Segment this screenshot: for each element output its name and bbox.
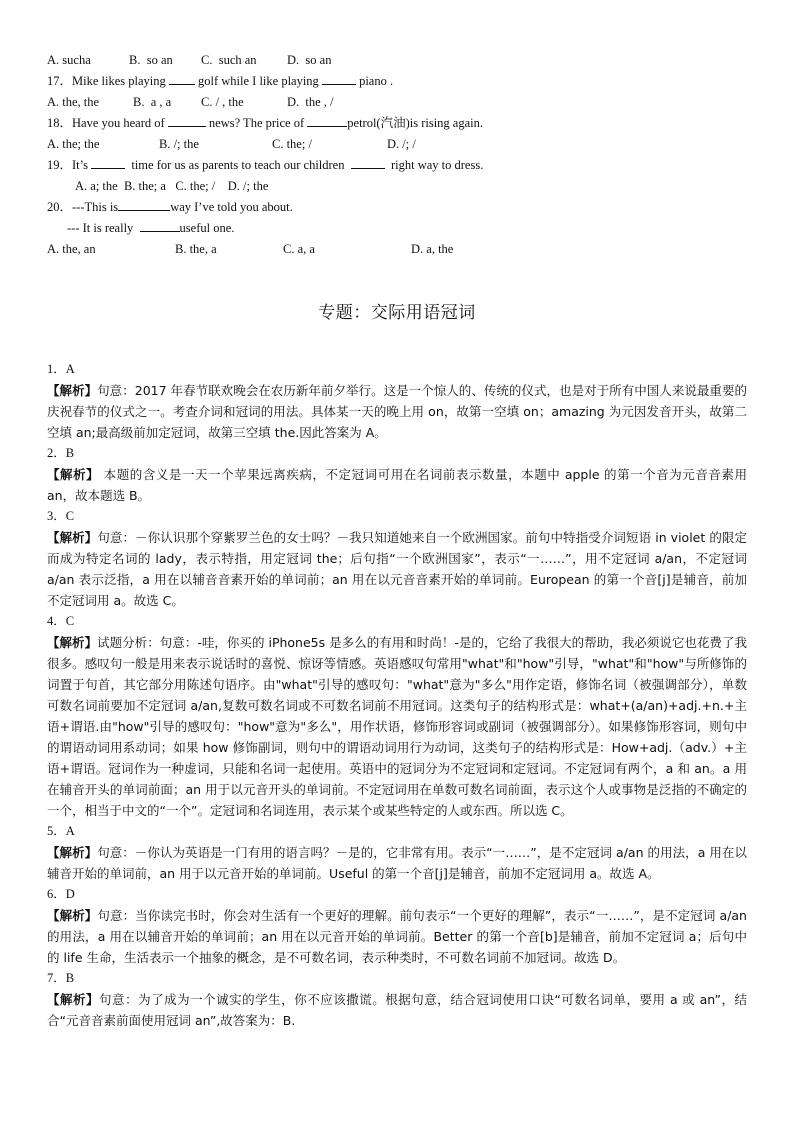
answer-blank: [168, 114, 206, 127]
q16-options: [47, 50, 747, 71]
answer-blank: [322, 72, 356, 85]
q17-options: [47, 92, 747, 113]
answer-blank: [140, 219, 180, 232]
q18-text-2: news? The price of: [205, 116, 308, 130]
option-b: B. /; the: [159, 137, 199, 151]
option-c: C. the; /: [272, 137, 312, 151]
option-c: C. / , the: [201, 95, 244, 109]
option-d: D. a, the: [411, 242, 454, 256]
analysis-tag: 【解析】: [47, 383, 98, 398]
question-20-line-1: [47, 197, 747, 218]
q20-text-4: useful one.: [179, 221, 235, 235]
answer-number: 7．B: [47, 971, 75, 985]
analysis-tag: 【解析】: [47, 467, 100, 482]
analysis-tag: 【解析】: [47, 908, 98, 923]
option-c: C. a, a: [283, 242, 315, 256]
option-c: C. such an: [201, 53, 257, 67]
document-page: [47, 50, 747, 1031]
q17-text-3: piano .: [355, 74, 394, 88]
option-b: B. a , a: [133, 95, 172, 109]
question-19: [47, 155, 747, 176]
option-a: A. the, an: [47, 242, 96, 256]
answer-blank: [351, 156, 385, 169]
q20-text-2: way I’ve told you about.: [170, 200, 293, 214]
q20-options: [47, 239, 747, 260]
explanation-text: 句意：－你认为英语是一门有用的语言吗？－是的，它非常有用。表示“一……”，是不定冠词 a/an 的用法，a 用在以辅音开始的单词前，an 用于以元音开始的单词前。Useful 的第一个音[j]是辅音，前加不定冠词用 a。故选 A。: [47, 845, 747, 881]
question-17: [47, 71, 747, 92]
explanation-text: 句意：为了成为一个诚实的学生，你不应该撒谎。根据句意，结合冠词使用口诀“可数名词单，要用 a 或 an”，结合“元音音素前面使用冠词 an”,故答案为：B.: [47, 992, 747, 1028]
answer-explanation: [47, 380, 747, 443]
q19-text-2: time for us as parents to teach our children: [125, 158, 351, 172]
option-b: B. so an: [129, 53, 173, 67]
answer-blank: [91, 156, 125, 169]
explanation-text: 试题分析：句意：-哇，你买的 iPhone5s 是多么的有用和时尚！-是的，它给了我很大的帮助，我必须说它也花费了我很多。感叹句一般是用来表示说话时的喜悦、惊讶等情感。英语感叹句常用"what"和"how"引导，"what"和"how"与所修饰的词置于句首，其它部分用陈述句语序。由"what"引导的感叹句："what"意为"多么"用作定语，修饰名词（被强调部分），单数可数名词前要加不定冠词 a/an,复数可数名词或不可数名词前不用冠词。这类句子的结构形式是：what+(a/an)+adj.+n.+主语+谓语.由"how"引导的感叹句："how"意为"多么"，用作状语，修饰形容词或副词（被强调部分）。如果修饰形容词，则句中的谓语动词用系动词；如果 how 修饰副词，则句中的谓语动词用行为动词，这类句子的结构形式是：How+adj.（adv.）+主语+谓语。冠词作为一种虚词，只能和名词一起使用。英语中的冠词分为不定冠词和定冠词。不定冠词有两个，a 和 an。a 用在辅音开头的单词前面；an 用于以元音开头的单词前。不定冠词用在单数可数名词前面，表示这个人或事物是泛指的不确定的一个，相当于中文的“一个”。定冠词和名词连用，表示某个或某些特定的人或东西。所以选 C。: [47, 635, 747, 818]
q20-text-3: --- It is really: [67, 221, 140, 235]
answer-section: [47, 359, 747, 1031]
answer-number: 6．D: [47, 887, 75, 901]
explanation-text: 句意：2017 年春节联欢晚会在农历新年前夕举行。这是一个惊人的、传统的仪式，也是对于所有中国人来说最重要的庆祝春节的仪式之一。考查介词和冠词的用法。具体某一天的晚上用 on，故第一空填 on；amazing 为元因发音开头，故第二空填 an;最高级前加定冠词，故第三空填 the.因此答案为 A。: [47, 383, 747, 440]
q18-options: [47, 134, 747, 155]
explanation-text: 句意：当你读完书时，你会对生活有一个更好的理解。前句表示“一个更好的理解”，表示“一……”，是不定冠词 a/an 的用法，a 用在以辅音开始的单词前；an 用在以元音开始的单词前。Better 的第一个音[b]是辅音，前加不定冠词 a；后句中的 life 生命，生活表示一个抽象的概念，是不可数名词，表示种类时，不可数名词前不加冠词。故选 D。: [47, 908, 747, 965]
analysis-tag: 【解析】: [47, 635, 98, 650]
option-a: A. sucha: [47, 53, 91, 67]
option-a: A. the; the: [47, 137, 100, 151]
question-20-line-2: [47, 218, 747, 239]
answer-explanation: [47, 989, 747, 1031]
q17-text-2: golf while I like playing: [194, 74, 322, 88]
question-18: [47, 113, 747, 134]
explanation-text: 本题的含义是一天一个苹果远离疾病，不定冠词可用在名词前表示数量，本题中 apple 的第一个音为元音音素用 an，故本题选 B。: [47, 467, 747, 503]
answer-blank: [169, 72, 195, 85]
analysis-tag: 【解析】: [47, 530, 98, 545]
answer-number: 2．B: [47, 446, 75, 460]
answer-number: 3．C: [47, 509, 75, 523]
option-d: D. the , /: [287, 95, 334, 109]
answer-blank: [307, 114, 347, 127]
explanation-text: 句意：－你认识那个穿紫罗兰色的女士吗？－我只知道她来自一个欧洲国家。前句中特指受介词短语 in violet 的限定而成为特定名词的 lady，表示特指，用定冠词 the；后句指“一个欧洲国家”，表示“一……”，用不定冠词 a/an，不定冠词 a/an 表示泛指，a 用在以辅音音素开始的单词前；an 用在以元音音素开始的单词前。European 的第一个音[j]是辅音，前加不定冠词用 a。故选 C。: [47, 530, 747, 608]
analysis-tag: 【解析】: [47, 992, 100, 1007]
answer-number: 4．C: [47, 614, 75, 628]
q18-text-3: petrol(汽油)is rising again.: [347, 116, 484, 130]
answer-blank: [118, 198, 170, 211]
answer-number: 5．A: [47, 824, 75, 838]
answer-explanation: [47, 842, 747, 884]
answer-explanation: [47, 464, 747, 506]
answer-explanation: [47, 527, 747, 611]
answer-explanation: [47, 632, 747, 821]
option-d: D. /; /: [387, 137, 416, 151]
q20-text-1: 20．---This is: [47, 200, 119, 214]
q17-text-1: 17．Mike likes playing: [47, 74, 169, 88]
q19-options: A. a; the B. the; a C. the; / D. /; the: [75, 179, 269, 193]
option-a: A. the, the: [47, 95, 100, 109]
analysis-tag: 【解析】: [47, 845, 98, 860]
option-b: B. the, a: [175, 242, 217, 256]
section-title: 专题：交际用语冠词: [318, 303, 476, 323]
answer-explanation: [47, 905, 747, 968]
q18-text-1: 18．Have you heard of: [47, 116, 168, 130]
q19-text-1: 19．It’s: [47, 158, 92, 172]
option-d: D. so an: [287, 53, 332, 67]
q19-text-3: right way to dress.: [384, 158, 484, 172]
answer-number: 1．A: [47, 362, 75, 376]
